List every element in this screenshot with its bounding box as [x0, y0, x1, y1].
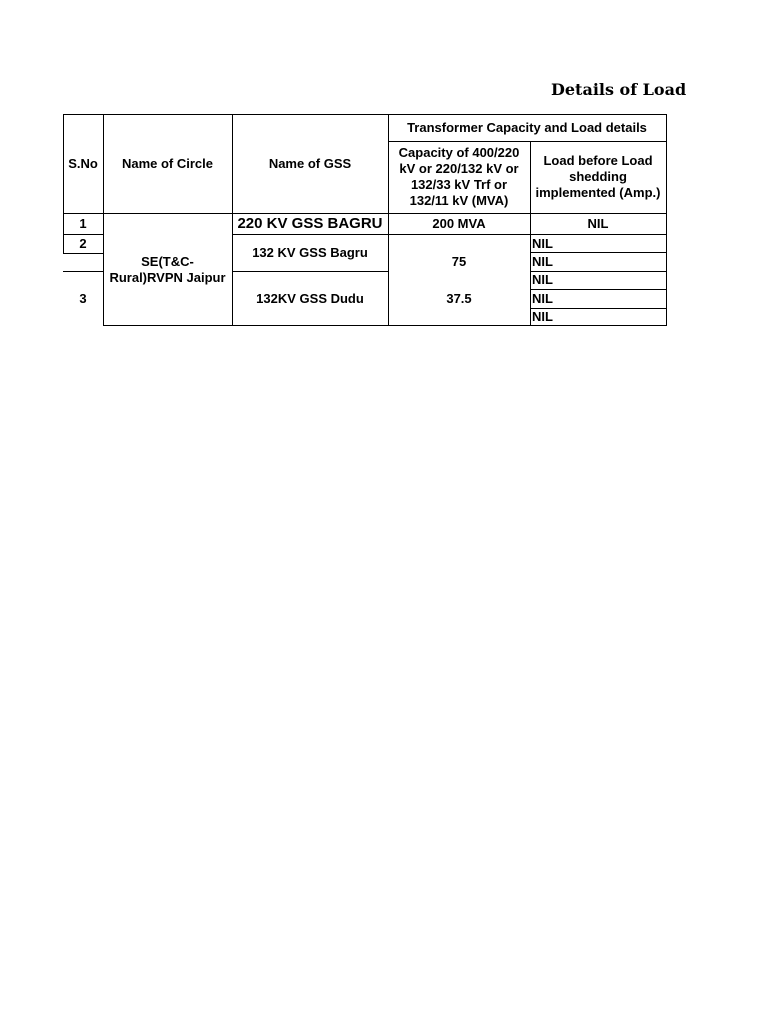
header-circle: Name of Circle: [121, 155, 214, 171]
table-border: [232, 234, 667, 235]
table-border: [530, 308, 667, 309]
page-title: Details of Load: [551, 80, 687, 99]
table-border: [103, 325, 667, 326]
row-2-load-2: NIL: [532, 254, 553, 269]
table-border: [63, 114, 64, 254]
table-border: [530, 289, 667, 290]
row-3-capacity: 37.5: [446, 291, 472, 306]
row-2-gss: 132 KV GSS Bagru: [252, 244, 368, 260]
row-3-load-3: NIL: [532, 309, 553, 324]
header-gss: Name of GSS: [268, 155, 352, 171]
row-2-load-1: NIL: [532, 235, 553, 251]
table-border: [530, 252, 667, 253]
header-sno: S.No: [68, 155, 98, 171]
row-3-sno: 3: [79, 290, 87, 306]
table-border: [63, 213, 667, 214]
row-3-load-1: NIL: [532, 272, 553, 287]
table-border: [63, 234, 103, 235]
row-1-capacity: 200 MVA: [432, 216, 486, 231]
table-border: [63, 253, 103, 254]
row-3-gss: 132KV GSS Dudu: [256, 290, 364, 306]
row-2-sno: 2: [79, 235, 87, 251]
circle-name: SE(T&C-Rural)RVPN Jaipur: [109, 253, 226, 285]
row-1-sno: 1: [79, 215, 87, 231]
table-border: [666, 114, 667, 326]
table-border: [530, 141, 531, 326]
header-load: Load before Load shedding implemented (Amp.): [535, 153, 661, 200]
row-1-load: NIL: [587, 215, 609, 231]
table-border: [103, 114, 104, 326]
table-border: [388, 141, 667, 142]
table-border: [63, 271, 103, 272]
table-border: [232, 271, 388, 272]
row-1-gss: 220 KV GSS BAGRU: [237, 214, 383, 232]
table-border: [388, 114, 389, 326]
table-border: [530, 271, 667, 272]
row-2-capacity: 75: [451, 253, 467, 269]
table-border: [232, 114, 233, 326]
row-3-load-2: NIL: [532, 290, 553, 306]
header-capacity: Capacity of 400/220 kV or 220/132 kV or 132/33 kV Trf or 132/11 kV (MVA): [398, 145, 520, 208]
table-border: [63, 114, 667, 115]
header-transformer-group: Transformer Capacity and Load details: [407, 119, 647, 135]
